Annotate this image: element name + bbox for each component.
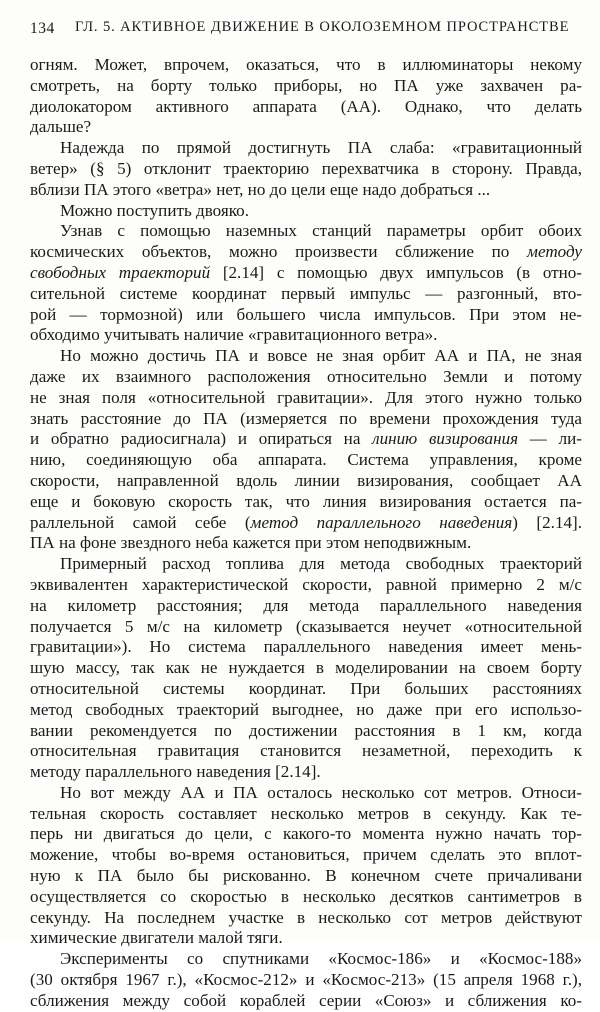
text-line bbox=[30, 783, 582, 804]
line-text: огням. Может, впрочем, оказаться, что в иллюминаторы некому bbox=[30, 55, 582, 74]
text-line bbox=[30, 970, 582, 991]
line-text: получается 5 м/с на километр (сказывается неучет «относительной bbox=[30, 616, 582, 636]
line-text: Но вот между АА и ПА осталось несколько сот метров. Относи- bbox=[60, 782, 582, 802]
italic-term: метод параллельного наведения bbox=[250, 512, 513, 532]
line-text: шую массу, так как не нуждается в моделировании на своем борту bbox=[30, 658, 582, 678]
line-text: диолокатором активного аппарата (АА). Однако, что делать bbox=[30, 96, 582, 116]
text-line bbox=[30, 76, 582, 97]
line-text: Узнав с помощью наземных станций параметры орбит обоих bbox=[60, 221, 582, 241]
text-line bbox=[30, 575, 582, 596]
line-text: не зная поля «относительной гравитации». Для этого нужно только bbox=[30, 387, 582, 407]
text-line bbox=[30, 409, 582, 430]
text-line bbox=[30, 388, 582, 409]
text-line bbox=[30, 741, 582, 762]
text-line bbox=[30, 533, 582, 554]
line-text: ную к ПА было бы рискованно. В конечном счете причаливани bbox=[30, 866, 582, 886]
line-text: рой — тормозной) или большего числа импульсов. При этом не- bbox=[30, 304, 582, 324]
line-text: раллельной самой себе ( bbox=[30, 512, 251, 532]
line-text: методу параллельного наведения [2.14]. bbox=[30, 762, 321, 782]
line-text: на километр расстояния; для метода параллельного наведения bbox=[30, 595, 582, 615]
text-line bbox=[30, 908, 582, 929]
text-line bbox=[30, 97, 582, 118]
running-head bbox=[30, 14, 570, 38]
body-text bbox=[30, 55, 582, 1012]
text-line bbox=[30, 658, 582, 679]
text-line bbox=[30, 221, 582, 242]
italic-term: линию визирования bbox=[372, 429, 519, 449]
line-text: Эксперименты со спутниками «Космос-186» и «Космос-188» bbox=[60, 949, 582, 969]
line-text: Надежда по прямой достигнуть ПА слаба: «гравитационный bbox=[60, 138, 582, 158]
text-line bbox=[30, 492, 582, 513]
line-text: относительной системы координат. При больших расстояниях bbox=[30, 678, 582, 698]
line-text: обходимо учитывать наличие «гравитационного ветра». bbox=[30, 325, 438, 345]
line-text: перь ни двигаться до цели, с какого-то момента нужно начать тор- bbox=[30, 824, 582, 844]
text-line bbox=[30, 721, 582, 742]
text-line bbox=[30, 679, 582, 700]
text-line bbox=[30, 367, 582, 388]
text-line bbox=[30, 596, 582, 617]
text-line bbox=[30, 866, 582, 887]
text-line bbox=[30, 471, 582, 492]
text-line bbox=[30, 55, 582, 76]
page-number: 134 bbox=[30, 20, 55, 37]
text-line bbox=[30, 845, 582, 866]
text-line bbox=[30, 617, 582, 638]
line-text: метод свободных траекторий выгоднее, но даже при его использо- bbox=[30, 699, 582, 719]
text-line bbox=[30, 263, 582, 284]
line-text: тельная скорость составляет несколько метров в секунду. Как те- bbox=[30, 803, 582, 823]
text-line bbox=[30, 762, 582, 783]
line-text-after: — ли- bbox=[518, 429, 583, 449]
line-text: (30 октября 1967 г.), «Космос-212» и «Космос-213» (15 апреля 1968 г.), bbox=[30, 970, 582, 990]
line-text: ПА на фоне звездного неба кажется при этом неподвижным. bbox=[30, 533, 472, 553]
text-line bbox=[30, 804, 582, 825]
text-line bbox=[30, 949, 582, 970]
text-line bbox=[30, 201, 582, 222]
text-line bbox=[30, 117, 582, 138]
line-text: скорости, направленной вдоль линии визирования, сообщает АА bbox=[30, 470, 582, 490]
text-line bbox=[30, 887, 582, 908]
text-line bbox=[30, 429, 582, 450]
italic-term: свободных траекторий bbox=[30, 262, 211, 282]
line-text-after: ) [2.14]. bbox=[512, 512, 583, 532]
text-line bbox=[30, 242, 582, 263]
line-text: еще и боковую скорость так, что линия визирования остается па- bbox=[30, 491, 582, 511]
line-text: осуществляется со скоростью в несколько десятков сантиметров в bbox=[30, 886, 582, 906]
line-text: относительная гравитация становится незаметной, переходить к bbox=[30, 741, 582, 761]
line-text: знать расстояние до ПА (измеряется по времени прохождения туда bbox=[30, 408, 582, 428]
line-text: вании рекомендуется по достижении расстояния в 1 км, когда bbox=[30, 720, 582, 740]
italic-term: методу bbox=[527, 242, 582, 262]
text-line bbox=[30, 700, 582, 721]
text-line bbox=[30, 159, 582, 180]
text-line bbox=[30, 138, 582, 159]
line-text: космических объектов, можно произвести сближение по bbox=[30, 242, 528, 262]
text-line bbox=[30, 554, 582, 575]
text-line bbox=[30, 346, 582, 367]
line-text: химические двигатели малой тяги. bbox=[30, 928, 283, 948]
text-line bbox=[30, 305, 582, 326]
text-line bbox=[30, 513, 582, 534]
line-text: Можно поступить двояко. bbox=[60, 200, 249, 220]
line-text: Примерный расход топлива для метода свободных траекторий bbox=[60, 554, 582, 574]
line-text: гравитации»). Но система параллельного наведения имеет мень- bbox=[30, 637, 582, 657]
text-line bbox=[30, 824, 582, 845]
line-text: дальше? bbox=[30, 117, 92, 137]
line-text: Но можно достичь ПА и вовсе не зная орбит АА и ПА, не зная bbox=[60, 346, 582, 366]
line-text-after: [2.14] с помощью двух импульсов (в отно- bbox=[210, 262, 582, 282]
line-text: даже их взаимного расположения относительно Земли и потому bbox=[30, 366, 582, 386]
line-text: и обратно радиосигнала) и опираться на bbox=[30, 429, 373, 449]
line-text: смотреть, на борту только приборы, но ПА уже захвачен ра- bbox=[30, 75, 582, 95]
line-text: можение, чтобы во-время остановиться, причем сделать это вплот- bbox=[30, 845, 582, 865]
line-text: ветер» (§ 5) отклонит траекторию перехватчика в сторону. Правда, bbox=[30, 158, 582, 178]
line-text: сительной системе координат первый импульс — разгонный, вто- bbox=[30, 283, 582, 303]
chapter-title: ГЛ. 5. АКТИВНОЕ ДВИЖЕНИЕ В ОКОЛОЗЕМНОМ ПРОСТРАНСТВЕ bbox=[75, 19, 570, 35]
text-line bbox=[30, 325, 582, 346]
line-text: вблизи ПА этого «ветра» нет, но до цели еще надо добраться ... bbox=[30, 179, 491, 199]
text-line bbox=[30, 180, 582, 201]
line-text: эквивалентен характеристической скорости, равной примерно 2 м/с bbox=[30, 574, 582, 594]
line-text: сближения между собой кораблей серии «Союз» и сближения ко- bbox=[30, 990, 582, 1010]
text-line bbox=[30, 991, 582, 1012]
text-line bbox=[30, 450, 582, 471]
line-text: нию, соединяющую оба аппарата. Система управления, кроме bbox=[30, 450, 582, 470]
line-text: секунду. На последнем участке в несколько сот метров действуют bbox=[30, 907, 582, 927]
text-line bbox=[30, 637, 582, 658]
text-line bbox=[30, 284, 582, 305]
text-line bbox=[30, 928, 582, 949]
